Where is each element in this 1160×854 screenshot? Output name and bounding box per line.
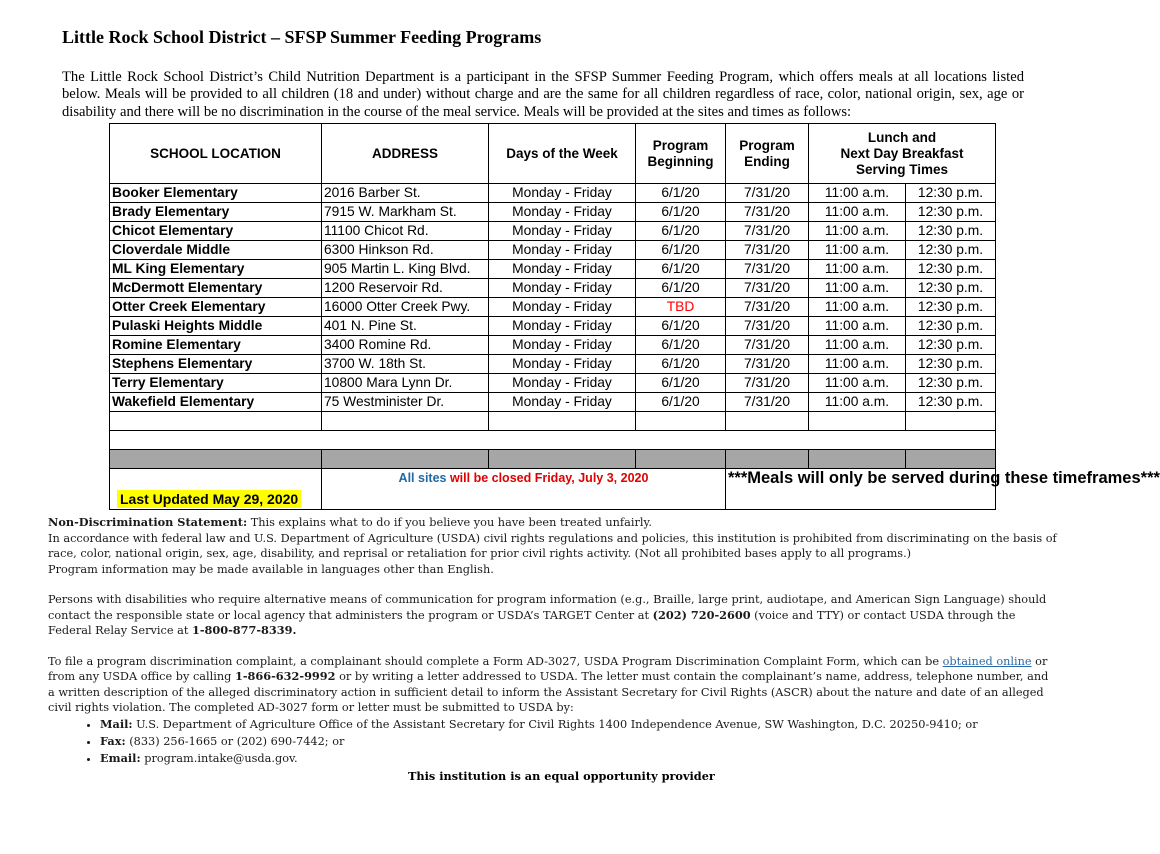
nd-heading: Non-Discrimination Statement: — [48, 515, 248, 529]
table-row — [110, 336, 996, 355]
table-row — [110, 260, 996, 279]
cell-program-ending: 7/31/20 — [726, 241, 809, 260]
cell-serving-end: 12:30 p.m. — [906, 374, 996, 393]
cell-program-beginning: 6/1/20 — [636, 374, 726, 393]
cell-serving-end: 12:30 p.m. — [906, 336, 996, 355]
cell-program-ending: 7/31/20 — [726, 298, 809, 317]
cell-serving-start: 11:00 a.m. — [809, 298, 906, 317]
meals-timeframe-note: ***Meals will only be served during these timeframes*** — [726, 469, 996, 510]
cell-address: 7915 W. Markham St. — [322, 203, 489, 222]
cell-address: 6300 Hinkson Rd. — [322, 241, 489, 260]
federal-relay-phone: 1-800-877-8339. — [191, 623, 297, 637]
header-serving-times — [809, 124, 996, 184]
cell-serving-end: 12:30 p.m. — [906, 260, 996, 279]
cell-program-ending: 7/31/20 — [726, 222, 809, 241]
table-row — [110, 203, 996, 222]
cell-program-beginning: 6/1/20 — [636, 184, 726, 203]
list-item-fax — [100, 733, 1058, 750]
nd-text: or from any USDA office by calling — [48, 654, 1048, 683]
header-text: Ending — [744, 153, 790, 169]
cell-serving-end: 12:30 p.m. — [906, 298, 996, 317]
table-row — [110, 374, 996, 393]
table-row — [110, 355, 996, 374]
cell-serving-start: 11:00 a.m. — [809, 355, 906, 374]
cell-school-location: Chicot Elementary — [110, 222, 322, 241]
cell-serving-start: 11:00 a.m. — [809, 222, 906, 241]
cell-serving-end: 12:30 p.m. — [906, 279, 996, 298]
cell-program-ending: 7/31/20 — [726, 184, 809, 203]
footer-row — [110, 469, 996, 510]
usda-office-phone: 1-866-632-9992 — [234, 669, 336, 683]
nd-heading-rest: This explains what to do if you believe you have been treated unfairly. — [247, 516, 652, 529]
header-program-beginning — [636, 124, 726, 184]
cell-serving-start: 11:00 a.m. — [809, 260, 906, 279]
table-row — [110, 279, 996, 298]
header-text: Program — [652, 137, 709, 153]
cell-school-location: Booker Elementary — [110, 184, 322, 203]
table-row — [110, 184, 996, 203]
cell-address: 905 Martin L. King Blvd. — [322, 260, 489, 279]
fax-label: Fax: — [100, 733, 126, 748]
cell-days: Monday - Friday — [489, 203, 636, 222]
cell-serving-start: 11:00 a.m. — [809, 241, 906, 260]
closure-date: will be closed Friday, July 3, 2020 — [446, 471, 649, 485]
cell-serving-start: 11:00 a.m. — [809, 336, 906, 355]
cell-program-ending: 7/31/20 — [726, 336, 809, 355]
nd-text: or by writing a letter addressed to USDA. The letter must contain the complainant’s name, address, telephone number, and a written description of the alleged discriminatory action in sufficient detail to inform the Assistant Secretary for Civil Rights (ASCR) about the nature and date of an alleged civil rights violation. The completed AD-3027 form or letter must be submitted to USDA by: — [48, 670, 1049, 714]
cell-serving-end: 12:30 p.m. — [906, 355, 996, 374]
cell-days: Monday - Friday — [489, 279, 636, 298]
obtained-online-link[interactable]: obtained online — [942, 654, 1032, 668]
email-text: program.intake@usda.gov. — [140, 751, 298, 765]
cell-serving-start: 11:00 a.m. — [809, 203, 906, 222]
cell-days: Monday - Friday — [489, 374, 636, 393]
cell-program-beginning: TBD — [636, 298, 726, 317]
cell-serving-end: 12:30 p.m. — [906, 317, 996, 336]
table-row — [110, 393, 996, 412]
mail-text: U.S. Department of Agriculture Office of the Assistant Secretary for Civil Rights 1400 Independence Avenue, SW Washington, D.C. 20250-9410; or — [132, 717, 978, 731]
list-item-email — [100, 750, 1058, 767]
cell-program-beginning: 6/1/20 — [636, 317, 726, 336]
nd-heading-line — [48, 515, 1058, 531]
cell-days: Monday - Friday — [489, 355, 636, 374]
cell-program-ending: 7/31/20 — [726, 374, 809, 393]
table-row — [110, 298, 996, 317]
cell-serving-start: 11:00 a.m. — [809, 317, 906, 336]
cell-address: 75 Westminister Dr. — [322, 393, 489, 412]
blank-row — [110, 412, 996, 431]
cell-serving-start: 11:00 a.m. — [809, 279, 906, 298]
cell-serving-start: 11:00 a.m. — [809, 393, 906, 412]
cell-address: 10800 Mara Lynn Dr. — [322, 374, 489, 393]
cell-serving-end: 12:30 p.m. — [906, 241, 996, 260]
header-school-location: SCHOOL LOCATION — [110, 124, 322, 184]
intro-paragraph: The Little Rock School District’s Child Nutrition Department is a participant in the SFSP Summer Feeding Program, which offers meals at all locations listed below. Meals will be provided to all children (18 and under) without charge and are the same for all children regardless of race, color, national origin, sex, age or disability and there will be no discrimination in the course of the meal service. Meals will be provided at the sites and times as follows: — [62, 69, 1024, 120]
header-address: ADDRESS — [322, 124, 489, 184]
cell-serving-start: 11:00 a.m. — [809, 184, 906, 203]
equal-opportunity-statement: This institution is an equal opportunity provider — [408, 769, 715, 783]
cell-school-location: McDermott Elementary — [110, 279, 322, 298]
cell-school-location: Wakefield Elementary — [110, 393, 322, 412]
cell-program-beginning: 6/1/20 — [636, 393, 726, 412]
cell-days: Monday - Friday — [489, 393, 636, 412]
cell-program-ending: 7/31/20 — [726, 317, 809, 336]
cell-address: 401 N. Pine St. — [322, 317, 489, 336]
nd-paragraph-4 — [48, 654, 1058, 716]
cell-address: 3400 Romine Rd. — [322, 336, 489, 355]
cell-days: Monday - Friday — [489, 241, 636, 260]
cell-address: 3700 W. 18th St. — [322, 355, 489, 374]
header-text: Program — [739, 137, 795, 153]
cell-address: 2016 Barber St. — [322, 184, 489, 203]
header-days: Days of the Week — [489, 124, 636, 184]
cell-address: 16000 Otter Creek Pwy. — [322, 298, 489, 317]
cell-program-ending: 7/31/20 — [726, 279, 809, 298]
nd-paragraph-3 — [48, 592, 1058, 639]
cell-program-ending: 7/31/20 — [726, 393, 809, 412]
cell-serving-end: 12:30 p.m. — [906, 203, 996, 222]
cell-program-beginning: 6/1/20 — [636, 203, 726, 222]
cell-days: Monday - Friday — [489, 336, 636, 355]
cell-serving-end: 12:30 p.m. — [906, 184, 996, 203]
meal-schedule-table — [109, 123, 1160, 510]
cell-school-location: ML King Elementary — [110, 260, 322, 279]
grey-divider-row — [110, 450, 996, 469]
cell-program-beginning: 6/1/20 — [636, 241, 726, 260]
cell-days: Monday - Friday — [489, 184, 636, 203]
cell-school-location: Otter Creek Elementary — [110, 298, 322, 317]
cell-program-beginning: 6/1/20 — [636, 336, 726, 355]
cell-program-beginning: 6/1/20 — [636, 355, 726, 374]
header-program-ending — [726, 124, 809, 184]
cell-program-ending: 7/31/20 — [726, 203, 809, 222]
target-center-phone: (202) 720-2600 — [652, 607, 751, 622]
cell-address: 1200 Reservoir Rd. — [322, 279, 489, 298]
cell-school-location: Cloverdale Middle — [110, 241, 322, 260]
non-discrimination-statement — [48, 515, 1058, 767]
nd-text: Persons with disabilities who require alternative means of communication for program information (e.g., Braille, large print, audiotape, and American Sign Language) should contact the responsible state or local agency that administers the program or USDA’s TARGET Center at — [48, 593, 1047, 622]
nd-paragraph-2: Program information may be made available in languages other than English. — [48, 562, 494, 576]
cell-serving-start: 11:00 a.m. — [809, 374, 906, 393]
table-row — [110, 241, 996, 260]
cell-school-location: Terry Elementary — [110, 374, 322, 393]
cell-serving-end: 12:30 p.m. — [906, 222, 996, 241]
header-text: Lunch and — [867, 129, 937, 145]
header-text: Beginning — [647, 153, 714, 169]
cell-school-location: Pulaski Heights Middle — [110, 317, 322, 336]
cell-program-ending: 7/31/20 — [726, 355, 809, 374]
closure-all-sites: All sites — [398, 471, 447, 485]
submission-methods-list — [48, 716, 1058, 767]
nd-text: (voice and TTY) or contact USDA through the Federal Relay Service at — [48, 608, 1016, 637]
cell-program-beginning: 6/1/20 — [636, 222, 726, 241]
cell-program-ending: 7/31/20 — [726, 260, 809, 279]
nd-text: To file a program discrimination complaint, a complainant should complete a Form AD-3027, USDA Program Discrimination Complaint Form, which can be — [48, 654, 943, 668]
cell-address: 11100 Chicot Rd. — [322, 222, 489, 241]
cell-serving-end: 12:30 p.m. — [906, 393, 996, 412]
header-text: Next Day Breakfast — [840, 145, 964, 161]
table-row — [110, 222, 996, 241]
header-text: Serving Times — [855, 161, 949, 177]
cell-days: Monday - Friday — [489, 298, 636, 317]
cell-days: Monday - Friday — [489, 222, 636, 241]
mail-label: Mail: — [100, 716, 133, 731]
cell-days: Monday - Friday — [489, 260, 636, 279]
last-updated-label: Last Updated May 29, 2020 — [117, 490, 301, 508]
table-row — [110, 317, 996, 336]
fax-text: (833) 256-1665 or (202) 690-7442; or — [125, 734, 345, 748]
cell-school-location: Brady Elementary — [110, 203, 322, 222]
closure-notice — [322, 469, 726, 510]
blank-row — [110, 431, 996, 450]
cell-school-location: Romine Elementary — [110, 336, 322, 355]
cell-days: Monday - Friday — [489, 317, 636, 336]
cell-school-location: Stephens Elementary — [110, 355, 322, 374]
cell-program-beginning: 6/1/20 — [636, 260, 726, 279]
list-item-mail — [100, 716, 1058, 733]
document-title: Little Rock School District – SFSP Summer Feeding Programs — [62, 27, 542, 47]
cell-program-beginning: 6/1/20 — [636, 279, 726, 298]
email-label: Email: — [100, 750, 141, 765]
nd-paragraph-1: In accordance with federal law and U.S. Department of Agriculture (USDA) civil rights regulations and policies, this institution is prohibited from discriminating on the basis of race, color, national origin, sex, age, disability, and reprisal or retaliation for prior civil rights activity. (Not all prohibited bases apply to all programs.) — [48, 531, 1057, 560]
table-header-row — [110, 124, 996, 184]
